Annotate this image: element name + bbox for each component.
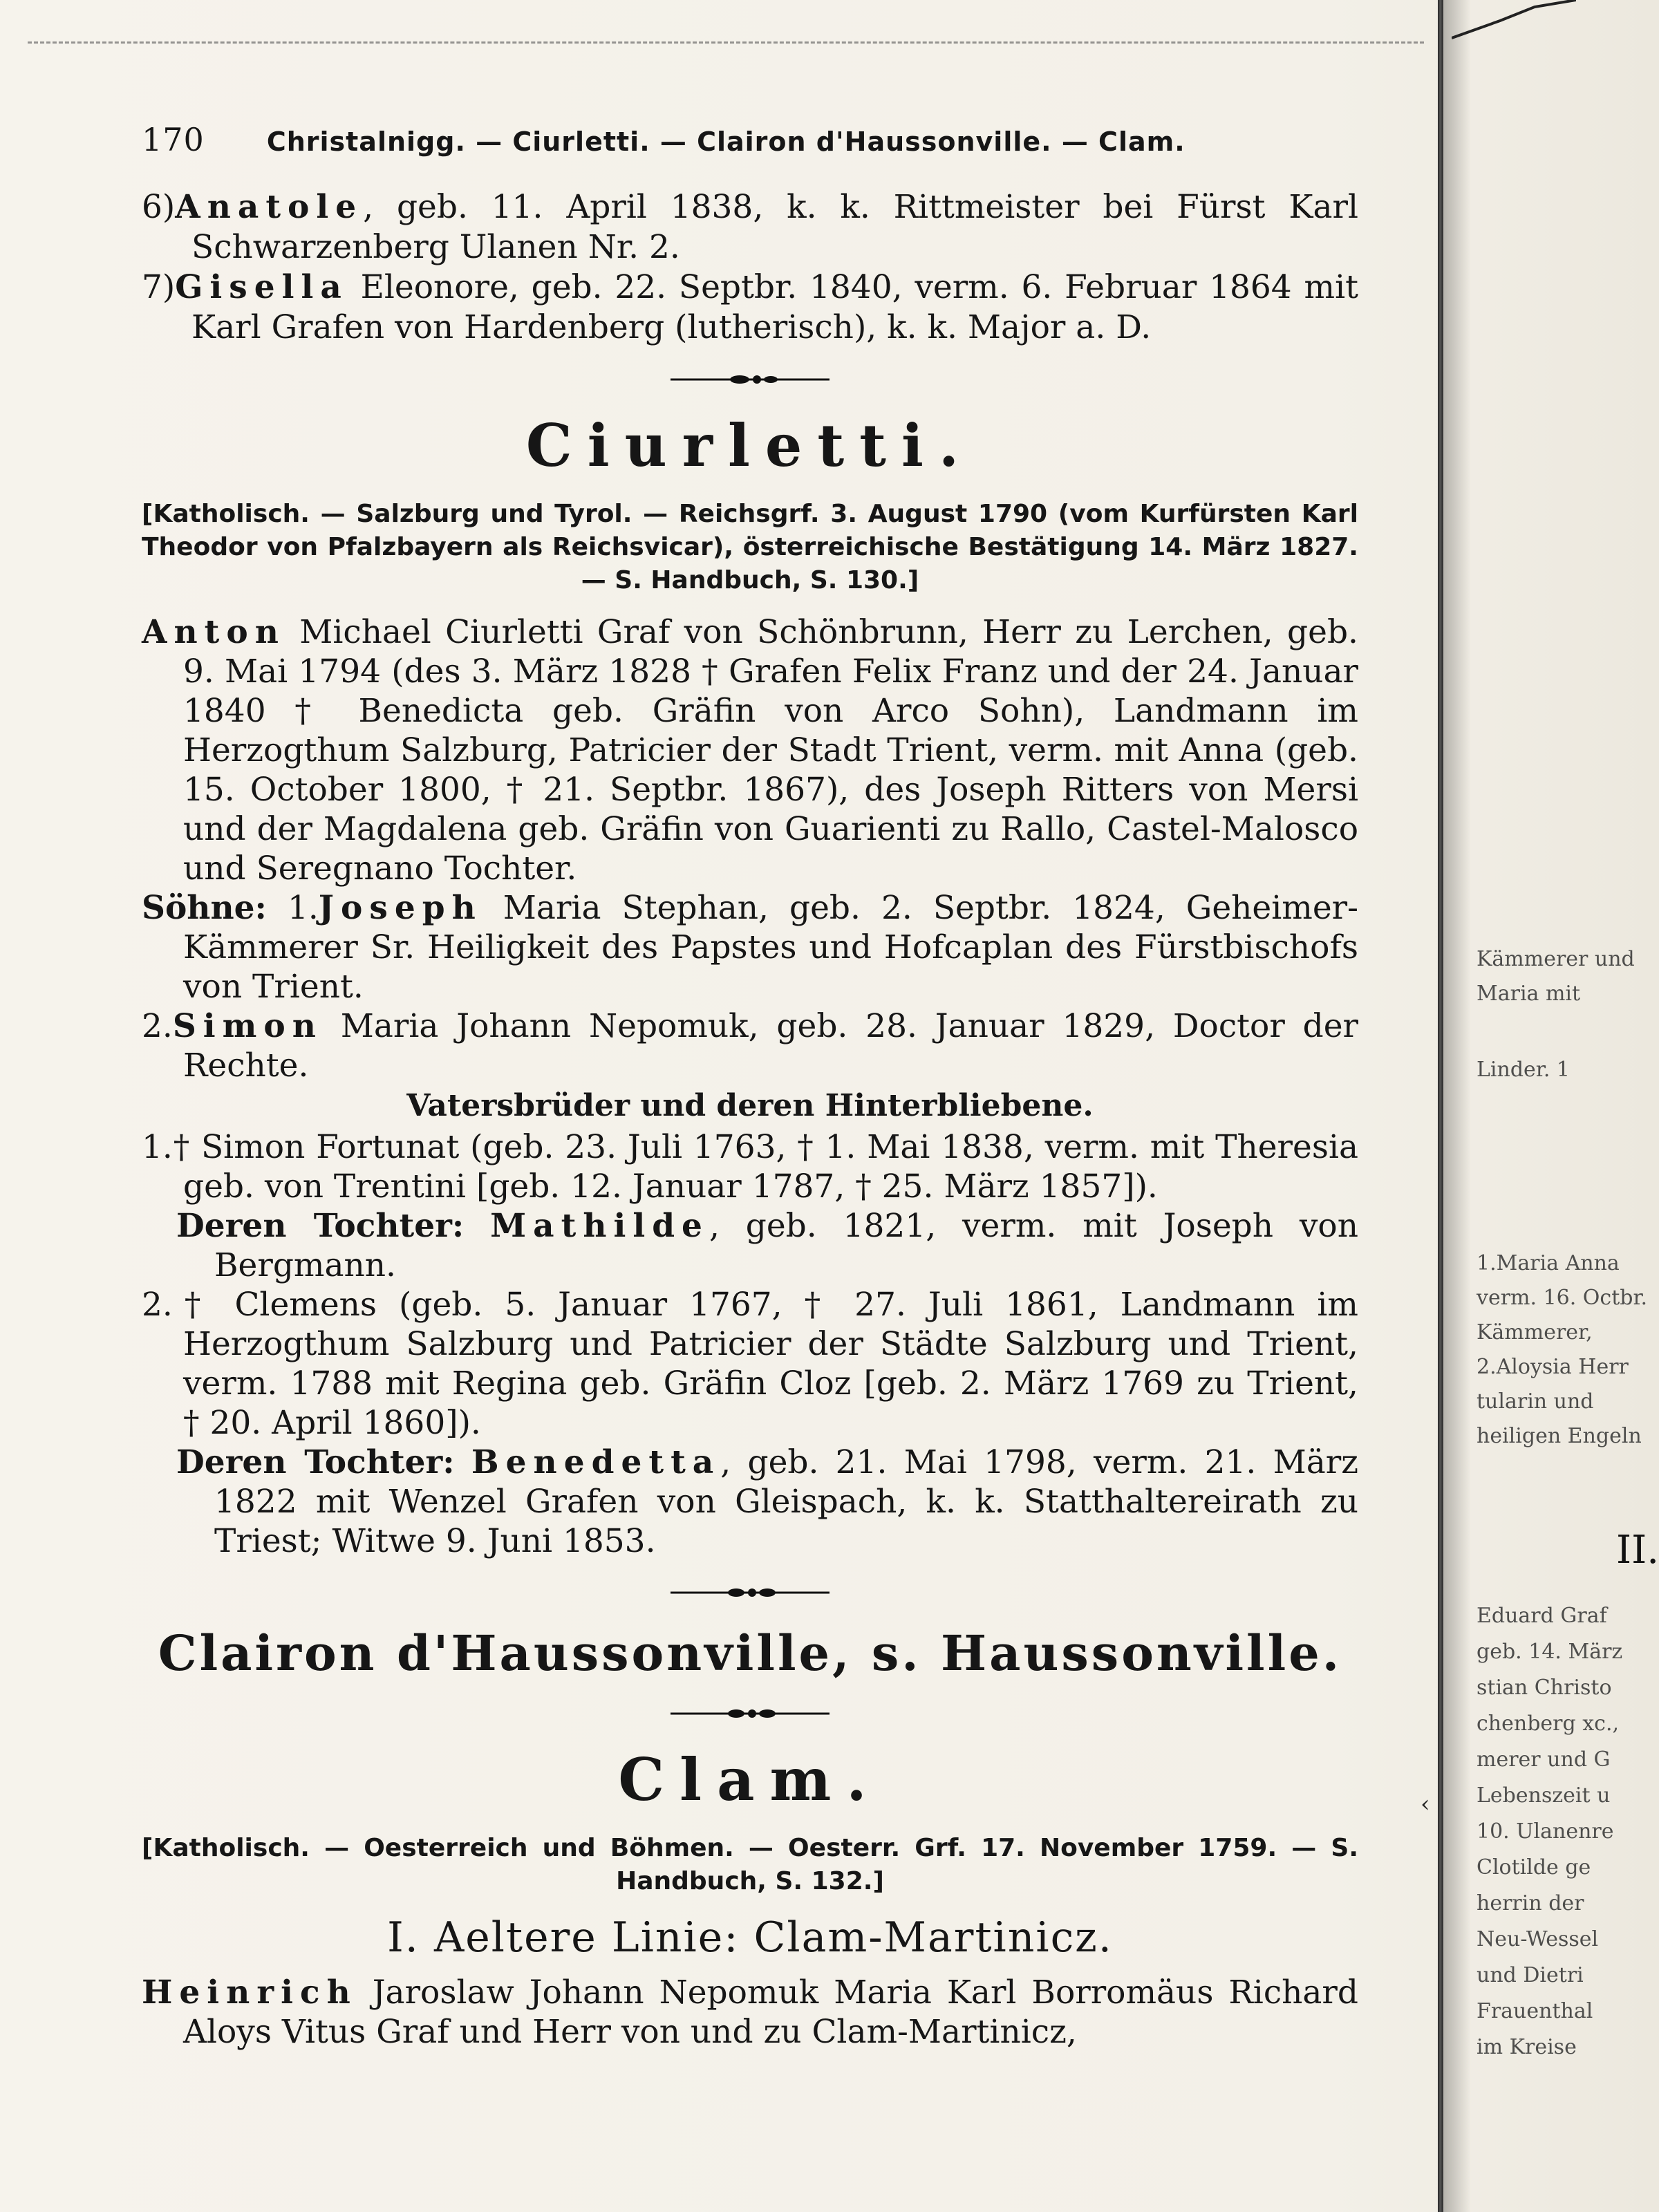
daughter-name: Mathilde — [490, 1207, 709, 1245]
clairon-title: Clairon d'Haussonville, s. Haussonville. — [158, 1624, 1342, 1682]
margin-line: Linder. 1 — [1477, 1058, 1570, 1082]
daughter-text: , geb. 1821, verm. mit Joseph von Bergmann. — [214, 1207, 1358, 1284]
daughter-text: , geb. 21. Mai 1798, verm. 21. März 1822 mit Wenzel Grafen von Gleispach, k. k. Statthaltereirath zu Triest; Witwe 9. Juni 1853. — [214, 1443, 1358, 1560]
entry-text: Eleonore, geb. 22. Septbr. 1840, verm. 6. Februar 1864 mit Karl Grafen von Hardenberg (lutherisch), k. k. Major a. D. — [191, 268, 1358, 346]
margin-line: Kämmerer und — [1477, 947, 1635, 971]
adjacent-page-fragment — [1471, 0, 1659, 2212]
uncle-text: † Clemens (geb. 5. Januar 1767, † 27. Juli 1861, Landmann im Herzogthum Salzburg und Patricier der Städte Salzburg und Trient, verm. 1788 mit Regina geb. Gräfin Cloz [geb. 2. März 1769 zu Trient, † 20. April 1860]). — [172, 1286, 1358, 1442]
margin-line: Eduard Graf — [1477, 1604, 1607, 1628]
running-head — [142, 121, 1358, 158]
son-name: Joseph — [318, 889, 482, 927]
head-name: Heinrich — [142, 1974, 357, 2012]
entry-number: 1. — [142, 1128, 173, 1166]
margin-line: Neu-Wessel — [1477, 1927, 1599, 1951]
entry-number: 2. — [142, 1286, 173, 1324]
son-entry-2 — [142, 1006, 1358, 1085]
margin-line: verm. 16. Octbr. — [1477, 1286, 1648, 1310]
clam-head-entry — [142, 1973, 1358, 2052]
page-number: 170 — [142, 121, 205, 158]
margin-line: geb. 14. März — [1477, 1640, 1623, 1664]
clam-note: [Katholisch. — Oesterreich und Böhmen. — Oesterr. Grf. 17. November 1759. — S. Handbuch, S. 132.] — [142, 1834, 1358, 1895]
page-fold-edge — [1438, 0, 1443, 2212]
daughter-label: Deren Tochter: — [176, 1443, 455, 1481]
son-entry-1 — [142, 888, 1358, 1006]
clam-title: Clam. — [618, 1745, 882, 1814]
margin-line: Lebenszeit u — [1477, 1783, 1611, 1808]
uncle-entry-1 — [142, 1127, 1358, 1206]
entry-number: 7) — [142, 268, 176, 306]
margin-line: 2.Aloysia Herr — [1477, 1355, 1629, 1379]
son-name: Simon — [172, 1007, 323, 1045]
uncle1-daughter — [142, 1206, 1358, 1285]
ciurletti-note: [Katholisch. — Salzburg und Tyrol. — Reichsgrf. 3. August 1790 (vom Kurfürsten Karl Theodor von Pfalzbayern als Reichsvicar), österreichische Bestätigung 14. März 1827. — S. Handbuch, S. 130.] — [142, 500, 1358, 594]
head-text: Jaroslaw Johann Nepomuk Maria Karl Borromäus Richard Aloys Vitus Graf und Herr von und zu Clam-Martinicz, — [183, 1974, 1358, 2051]
daughter-label: Deren Tochter: — [176, 1207, 465, 1245]
ciurletti-head-entry — [142, 612, 1358, 888]
margin-line: und Dietri — [1477, 1963, 1584, 1987]
margin-line: 1.Maria Anna — [1477, 1251, 1620, 1275]
uncle-text: † Simon Fortunat (geb. 23. Juli 1763, † 1. Mai 1838, verm. mit Theresia geb. von Trentini [geb. 12. Januar 1787, † 25. März 1857]). — [172, 1128, 1358, 1206]
margin-line: chenberg xc., — [1477, 1712, 1620, 1736]
child-entry-7 — [142, 268, 1358, 348]
ciurletti-title: Ciurletti. — [525, 411, 975, 480]
entry-number: 1. — [287, 889, 319, 927]
uncle2-daughter — [142, 1443, 1358, 1561]
uncles-heading: Vatersbrüder und deren Hinterbliebene. — [406, 1088, 1094, 1123]
top-dashed-rule — [28, 41, 1424, 45]
margin-line: herrin der — [1477, 1891, 1584, 1915]
head-text: Michael Ciurletti Graf von Schönbrunn, Herr zu Lerchen, geb. 9. Mai 1794 (des 3. März 1828 † Grafen Felix Franz und der 24. Januar 1840 † Benedicta geb. Gräfin von Arco Sohn), Landmann im Herzogthum Salzburg, Patricier der Stadt Trient, verm. mit Anna (geb. 15. October 1800, † 21. Septbr. 1867), des Joseph Ritters von Mersi und der Magdalena geb. Gräfin von Guarienti zu Rallo, Castel-Malosco und Seregnano Tochter. — [183, 613, 1358, 888]
margin-line: Frauenthal — [1477, 1999, 1593, 2023]
margin-tick-mark: ‹ — [1421, 1790, 1430, 1818]
margin-line: Maria mit — [1477, 982, 1581, 1006]
margin-line: stian Christo — [1477, 1676, 1612, 1700]
margin-line: Kämmerer, — [1477, 1320, 1593, 1344]
section-ornament — [671, 1705, 830, 1722]
margin-line: Clotilde ge — [1477, 1855, 1591, 1880]
margin-line: 10. Ulanenre — [1477, 1819, 1614, 1844]
entry-text: , geb. 11. April 1838, k. k. Rittmeister bei Fürst Karl Schwarzenberg Ulanen Nr. 2. — [191, 188, 1358, 266]
margin-line: heiligen Engeln — [1477, 1424, 1642, 1448]
daughter-name: Benedetta — [471, 1443, 721, 1481]
entry-name: Anatole — [175, 188, 364, 226]
son-text: Maria Stephan, geb. 2. Septbr. 1824, Geheimer-Kämmerer Sr. Heiligkeit des Papstes und Hofcaplan des Fürstbischofs von Trient. — [183, 889, 1358, 1006]
section-ornament — [671, 1584, 830, 1601]
margin-line: merer und G — [1477, 1747, 1611, 1772]
entry-number: 2. — [142, 1007, 173, 1045]
section-ornament — [671, 371, 830, 388]
son-text: Maria Johann Nepomuk, geb. 28. Januar 1829, Doctor der Rechte. — [183, 1007, 1358, 1085]
running-head-text: Christalnigg. — Ciurletti. — Clairon d'Haussonville. — Clam. — [266, 126, 1185, 157]
entry-number: 6) — [142, 188, 176, 226]
margin-line: im Kreise — [1477, 2035, 1577, 2059]
margin-numeral: II. — [1616, 1528, 1659, 1573]
text-column — [142, 121, 1358, 2052]
head-name: Anton — [142, 613, 285, 651]
fold-shadow — [1443, 0, 1471, 2212]
clam-line-title: I. Aeltere Linie: Clam-Martinicz. — [387, 1913, 1113, 1962]
child-entry-6 — [142, 187, 1358, 268]
margin-line: tularin und — [1477, 1389, 1594, 1414]
entry-name: Gisella — [175, 268, 348, 306]
sons-label: Söhne: — [142, 889, 267, 927]
uncle-entry-2 — [142, 1285, 1358, 1443]
